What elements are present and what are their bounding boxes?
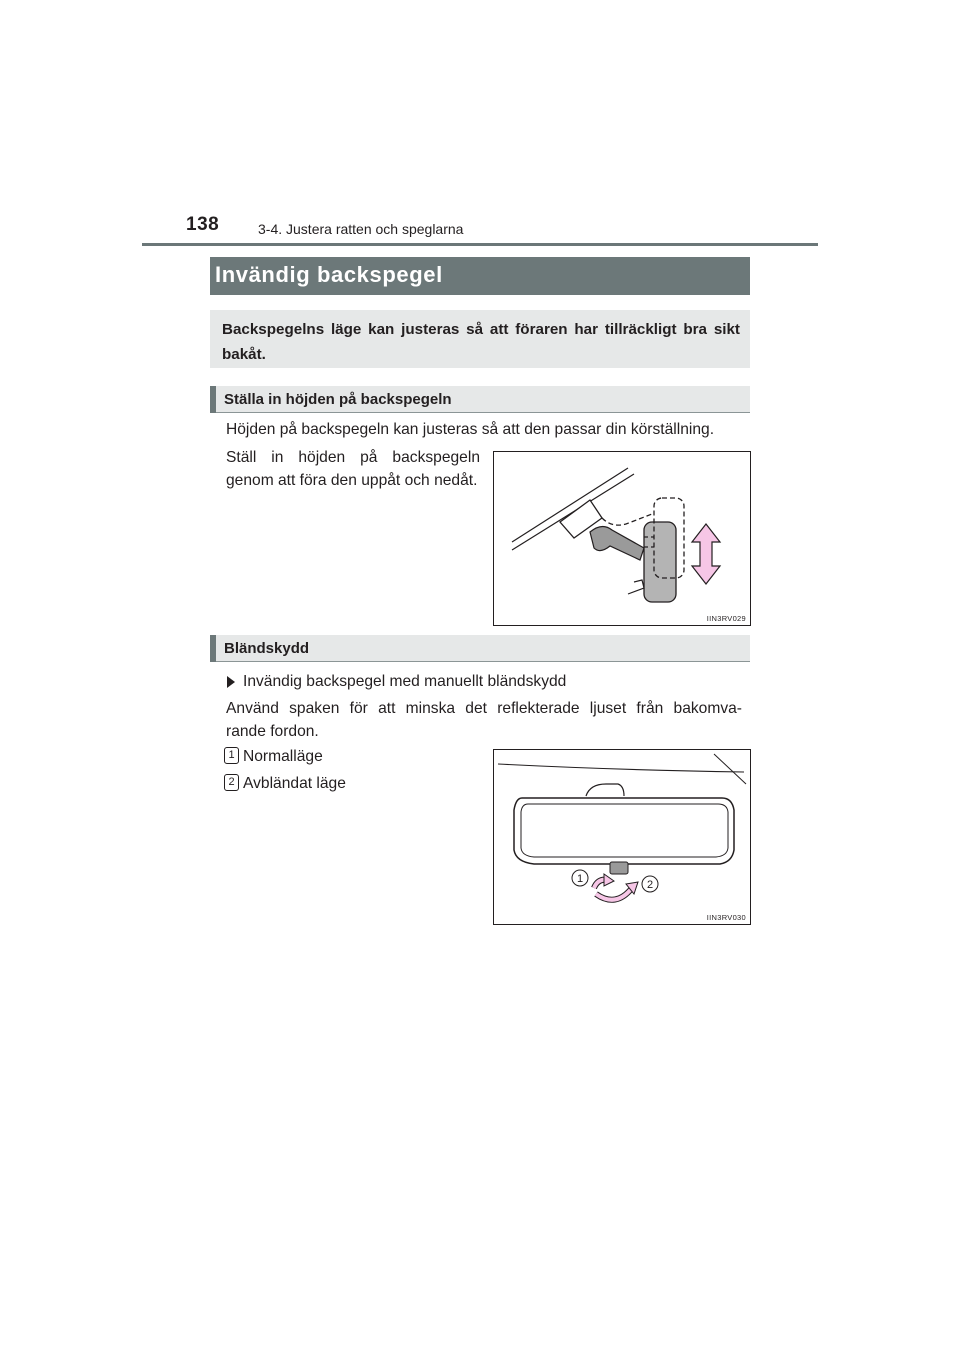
figure-callout-1: 1 <box>576 873 584 885</box>
chapter-title: 3-4. Justera ratten och speglarna <box>258 221 464 237</box>
page-number: 138 <box>186 214 220 235</box>
antiglare-subsection-accent <box>210 635 216 662</box>
bullet-triangle-icon <box>227 676 235 688</box>
legend-number-1: 1 <box>224 747 239 764</box>
antiglare-subsection-title: Bländskydd <box>224 640 310 657</box>
figure-callout-2: 2 <box>646 879 654 891</box>
figure-code: IIN3RV029 <box>706 614 746 623</box>
antiglare-description-line1: Använd spaken för att minska det reflekterade ljuset från bakomva- <box>226 700 742 717</box>
figure-code: IIN3RV030 <box>706 913 746 922</box>
header-rule <box>142 243 818 246</box>
height-instruction-line1: Ställ in höjden på backspegeln <box>226 449 480 466</box>
mirror-height-figure <box>493 451 751 626</box>
antiglare-description-line2: rande fordon. <box>226 723 319 740</box>
antiglare-item-title: Invändig backspegel med manuellt bländskydd <box>243 673 567 690</box>
antiglare-mirror-illustration <box>494 750 750 924</box>
legend-number-2: 2 <box>224 774 239 791</box>
mirror-height-illustration <box>494 452 750 625</box>
intro-text: Backspegelns läge kan justeras så att föraren har tillräckligt bra sikt bakåt. <box>222 321 740 363</box>
section-title: Invändig backspegel <box>215 262 443 287</box>
legend-label-1: Normalläge <box>243 748 323 765</box>
legend-label-2: Avbländat läge <box>243 775 346 792</box>
antiglare-mirror-figure <box>493 749 751 925</box>
height-subsection-title: Ställa in höjden på backspegeln <box>224 391 452 408</box>
height-instruction-line2: genom att föra den uppåt och nedåt. <box>226 472 478 489</box>
height-description: Höjden på backspegeln kan justeras så att den passar din körställning. <box>226 421 715 438</box>
height-subsection-accent <box>210 386 216 413</box>
